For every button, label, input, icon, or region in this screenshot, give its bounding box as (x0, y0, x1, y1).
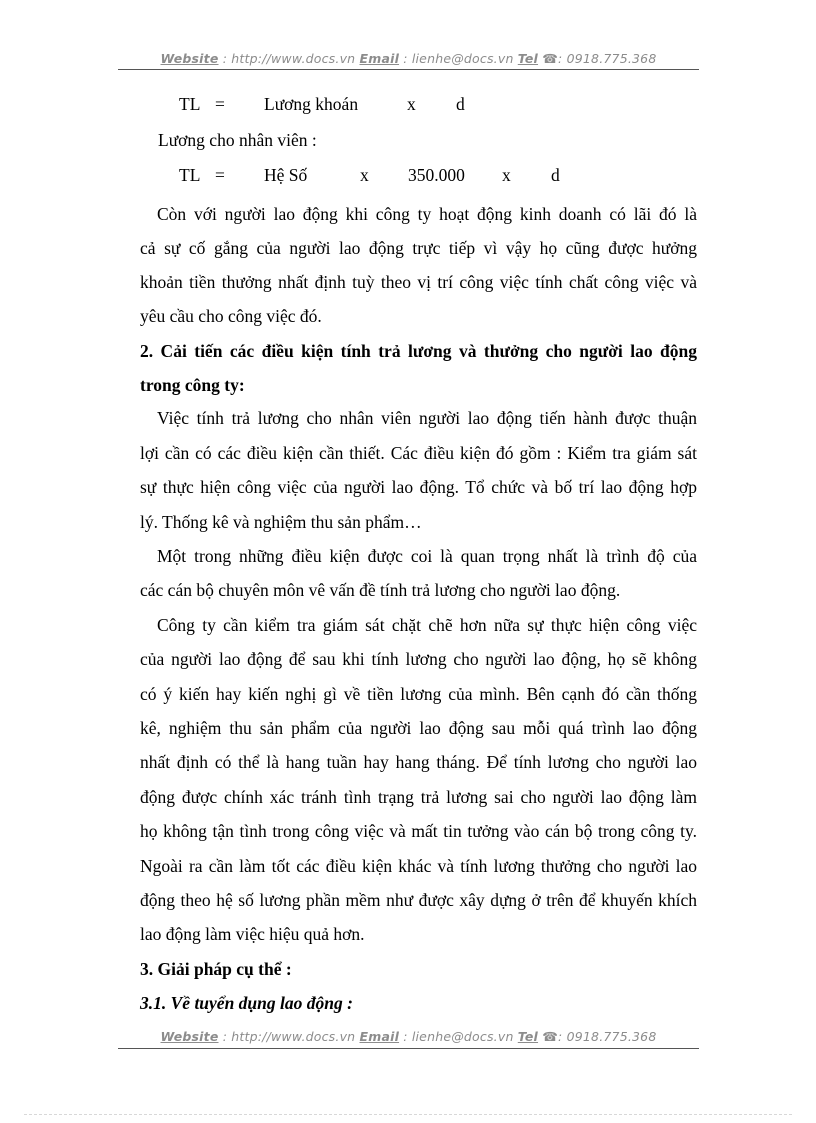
formula1-op: x (407, 94, 416, 114)
paragraph-line: lao động làm việc hiệu quả hơn. (140, 924, 365, 944)
paragraph-line: yêu cầu cho công việc đó. (140, 306, 322, 326)
paragraph-line: có ý kiến hay kiến nghị gì về tiền lương của mình. Bên cạnh đó cần thống (140, 684, 697, 704)
paragraph-line: động được chính xác tránh tình trạng trả lương sai cho người lao động làm (140, 787, 697, 807)
header-website-value[interactable]: : http://www.docs.vn (222, 51, 356, 66)
formula2-op1: x (360, 165, 369, 185)
paragraph-line: họ không tận tình trong công việc và mất tin tưởng vào cán bộ trong công ty. (140, 821, 697, 841)
header-website-label: Website (160, 51, 219, 66)
formula1-a: Lương khoán (264, 94, 359, 114)
section-heading: 2. Cải tiến các điều kiện tính trả lương và thưởng cho người lao động (140, 341, 697, 361)
paragraph-line: cả sự cố gắng của người lao động trực tiếp vì vậy họ cũng được hưởng (140, 238, 697, 258)
formula1-eq: = (215, 94, 225, 114)
paragraph-line: các cán bộ chuyên môn vê vấn đề tính trả lương cho người lao động. (140, 580, 621, 600)
paragraph-line: Công ty cần kiểm tra giám sát chặt chẽ hơn nữa sự thực hiện công việc (157, 615, 697, 635)
footer-email-label: Email (359, 1029, 400, 1044)
paragraph-line: lý. Thống kê và nghiệm thu sản phẩm… (140, 512, 422, 532)
header-email-label: Email (359, 51, 400, 66)
formula2-c: d (551, 165, 560, 185)
paragraph-line: Ngoài ra cần làm tốt các điều kiện khác và tính lương thưởng cho người lao (140, 856, 697, 876)
header-tel-value: : 0918.775.368 (558, 51, 657, 66)
footer-tel-label: Tel (517, 1029, 539, 1044)
paragraph-line: nhất định có thể là hang tuần hay hang tháng. Để tính lương cho người lao (140, 752, 697, 772)
page-footer (118, 1029, 699, 1049)
paragraph-line: của người lao động để sau khi tính lương cho người lao động, họ sẽ không (140, 649, 697, 669)
footer-website-label: Website (160, 1029, 219, 1044)
subsection-heading: 3.1. Về tuyển dụng lao động : (140, 993, 353, 1013)
footer-website-value[interactable]: : http://www.docs.vn (222, 1029, 356, 1044)
page-edge-divider (24, 1114, 792, 1115)
footer-tel-value: : 0918.775.368 (558, 1029, 657, 1044)
formula2-lhs: TL (179, 165, 201, 185)
paragraph-line: lợi cần có các điều kiện cần thiết. Các điều kiện đó gồm : Kiểm tra giám sát (140, 443, 697, 463)
section-heading: 3. Giải pháp cụ thể : (140, 959, 292, 979)
paragraph-line: động theo hệ số lương phần mềm như được xây dựng ở trên để khuyến khích (140, 890, 697, 910)
salary-label: Lương cho nhân viên : (158, 130, 317, 150)
formula2-a: Hệ Số (264, 165, 308, 185)
paragraph-line: sự thực hiện công việc của người lao động. Tổ chức và bố trí lao động hợp (140, 477, 697, 497)
header-email-value[interactable]: : lienhe@docs.vn (403, 51, 514, 66)
paragraph-line: khoản tiền thưởng nhất định tuỳ theo vị trí công việc tính chất công việc và (140, 272, 697, 292)
header-tel-label: Tel (517, 51, 539, 66)
section-heading: trong công ty: (140, 375, 245, 395)
formula2-eq: = (215, 165, 225, 185)
paragraph-line: kê, nghiệm thu sản phẩm của người lao động sau mỗi quá trình lao động (140, 718, 697, 738)
phone-icon: ☎ (542, 1029, 559, 1044)
phone-icon: ☎ (542, 51, 559, 66)
formula2-b: 350.000 (408, 165, 465, 185)
page-header (118, 51, 699, 70)
paragraph-line: Còn với người lao động khi công ty hoạt động kinh doanh có lãi đó là (157, 204, 697, 224)
paragraph-line: Một trong những điều kiện được coi là quan trọng nhất là trình độ của (157, 546, 697, 566)
footer-email-value[interactable]: : lienhe@docs.vn (403, 1029, 514, 1044)
formula2-op2: x (502, 165, 511, 185)
formula1-b: d (456, 94, 465, 114)
formula1-lhs: TL (179, 94, 201, 114)
paragraph-line: Việc tính trả lương cho nhân viên người lao động tiến hành được thuận (157, 408, 697, 428)
